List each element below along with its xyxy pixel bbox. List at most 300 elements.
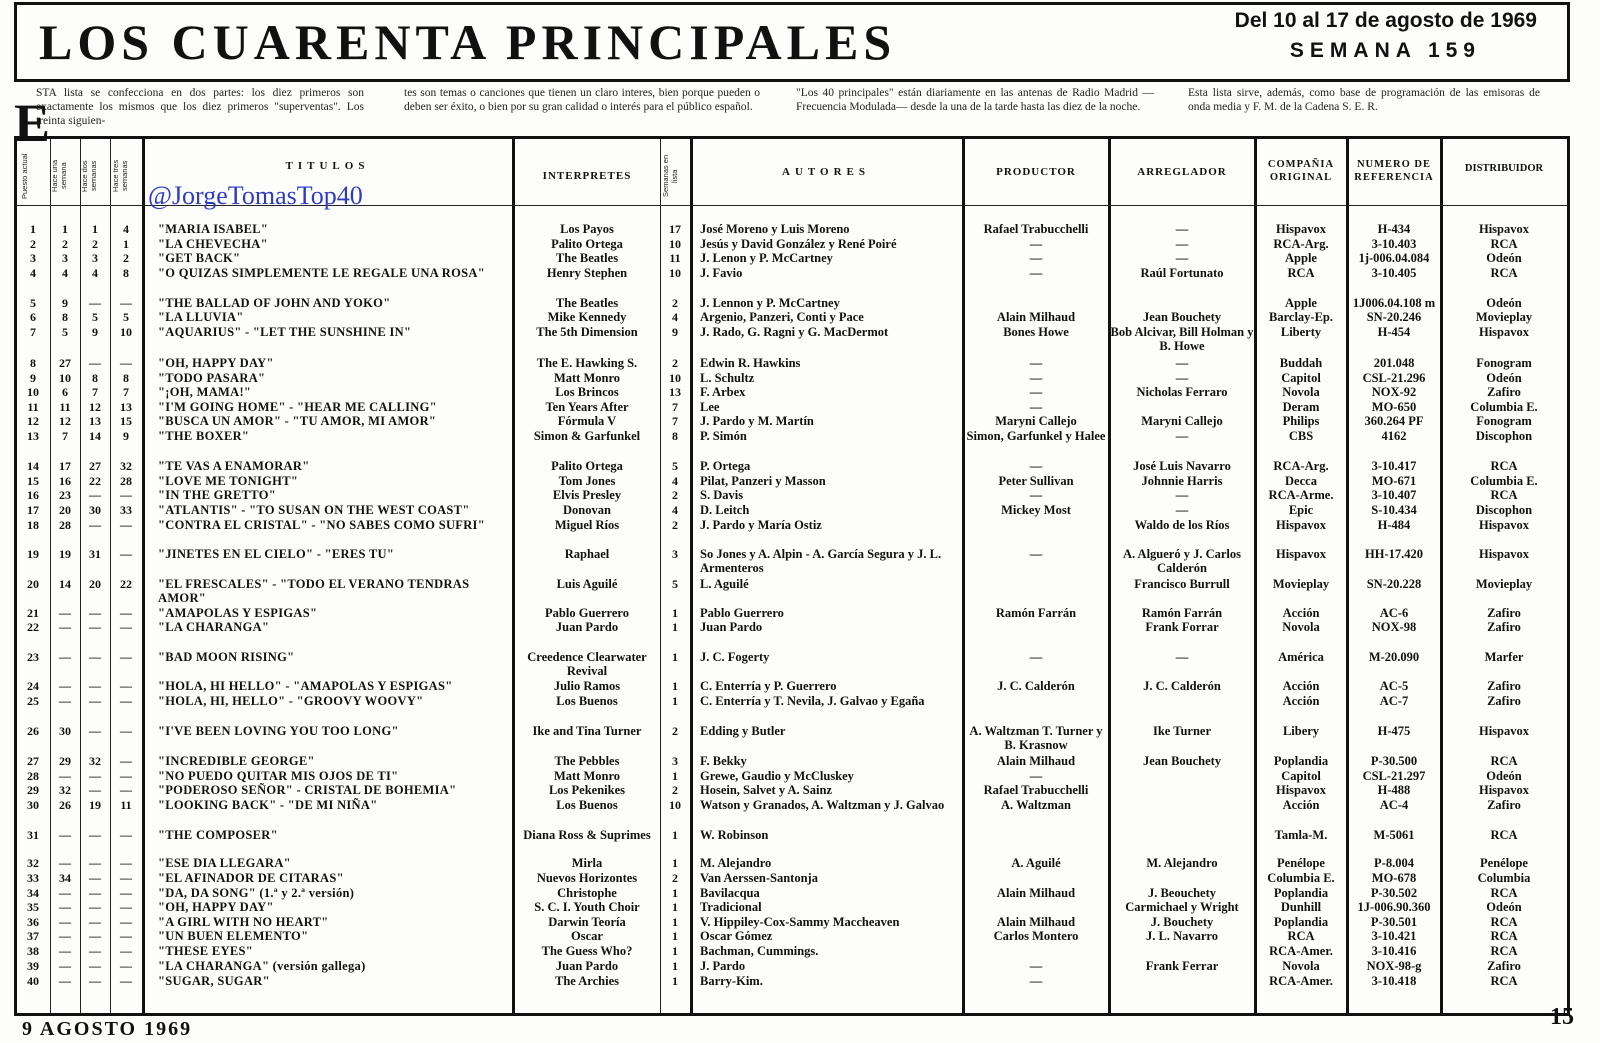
rank-two-weeks-ago: 20 — [89, 577, 101, 591]
original-label: Poplandia — [1273, 754, 1329, 768]
rank-current: 28 — [27, 769, 39, 783]
catalog-number: CSL-21.297 — [1362, 769, 1426, 783]
performer: Christophe — [557, 886, 617, 900]
song-title: "ATLANTIS" - "TO SUSAN ON THE WEST COAST" — [158, 503, 470, 517]
arranger: J. Beouchety — [1147, 886, 1217, 900]
rank-three-weeks-ago: — — [120, 547, 132, 561]
intro-paragraph-3: "Los 40 principales" están diariamente en las antenas de Radio Madrid —Frecuencia Modulada— desde la una de la tarde hasta las diez de la noche. — [796, 87, 1154, 113]
producer: Rafael Trabucchelli — [983, 783, 1089, 797]
intro-paragraph-4: Esta lista sirve, además, como base de programación de las emisoras de onda media y F. M. de la Cadena S. E. R. — [1188, 87, 1540, 113]
rank-three-weeks-ago: — — [120, 488, 132, 502]
rank-two-weeks-ago: 3 — [92, 251, 98, 265]
catalog-number: H-434 — [1377, 222, 1411, 236]
authors: J. Lenon y P. McCartney — [700, 251, 833, 265]
performer: Creedence Clearwater Revival — [527, 650, 647, 678]
arranger: J. C. Calderón — [1143, 679, 1221, 693]
rank-one-week-ago: 30 — [59, 724, 71, 738]
authors: Argenio, Panzeri, Conti y Pace — [700, 310, 864, 324]
col-header-distribuidor: DISTRIBUIDOR — [1464, 163, 1544, 174]
rank-two-weeks-ago: — — [89, 944, 101, 958]
rank-two-weeks-ago: — — [89, 856, 101, 870]
catalog-number: P-30.502 — [1370, 886, 1418, 900]
producer: Ramón Farrán — [995, 606, 1077, 620]
producer: — — [1029, 400, 1043, 414]
rank-current: 1 — [30, 222, 36, 236]
song-title: "A GIRL WITH NO HEART" — [158, 915, 329, 929]
rank-three-weeks-ago: — — [120, 783, 132, 797]
rank-two-weeks-ago: 13 — [89, 414, 101, 428]
producer: — — [1029, 356, 1043, 370]
rank-one-week-ago: 7 — [62, 429, 68, 443]
authors: J. Pardo y M. Martín — [700, 414, 814, 428]
rank-current: 37 — [27, 929, 39, 943]
rank-current: 27 — [27, 754, 39, 768]
weeks-on-chart: 17 — [669, 222, 681, 236]
page-header — [14, 2, 1570, 82]
weeks-on-chart: 2 — [672, 724, 678, 738]
arranger: — — [1175, 222, 1189, 236]
original-label: RCA — [1287, 929, 1315, 943]
performer: The Guess Who? — [541, 944, 633, 958]
distributor: Hispavox — [1478, 783, 1529, 797]
performer: Oscar — [571, 929, 603, 943]
arranger: — — [1175, 251, 1189, 265]
performer: Henry Stephen — [546, 266, 628, 280]
weeks-on-chart: 1 — [672, 944, 678, 958]
col-header-compania: COMPAÑIA ORIGINAL — [1267, 159, 1335, 183]
authors: Barry-Kim. — [700, 974, 763, 988]
distributor: RCA — [1490, 915, 1518, 929]
rank-current: 2 — [30, 237, 36, 251]
original-label: Hispavox — [1275, 783, 1326, 797]
catalog-number: AC-7 — [1379, 694, 1409, 708]
weeks-on-chart: 1 — [672, 900, 678, 914]
distributor: RCA — [1490, 886, 1518, 900]
weeks-on-chart: 7 — [672, 414, 678, 428]
rank-three-weeks-ago: — — [120, 606, 132, 620]
rank-three-weeks-ago: 1 — [123, 237, 129, 251]
arranger: Johnnie Harris — [1141, 474, 1223, 488]
rank-three-weeks-ago: 10 — [120, 325, 132, 339]
arranger: — — [1175, 503, 1189, 517]
song-title: "LOOKING BACK" - "DE MI NIÑA" — [158, 798, 378, 812]
catalog-number: H-475 — [1377, 724, 1411, 738]
rank-one-week-ago: 19 — [59, 547, 71, 561]
producer: A. Waltzman — [1001, 798, 1071, 812]
rank-one-week-ago: 14 — [59, 577, 71, 591]
original-label: Hispavox — [1275, 547, 1326, 561]
arranger: J. L. Navarro — [1146, 929, 1218, 943]
performer: Simon & Garfunkel — [533, 429, 641, 443]
weeks-on-chart: 4 — [672, 503, 678, 517]
song-title: "GET BACK" — [158, 251, 241, 265]
performer: The Beatles — [555, 251, 619, 265]
rank-three-weeks-ago: — — [120, 724, 132, 738]
catalog-number: M-20.090 — [1368, 650, 1420, 664]
rank-one-week-ago: 6 — [62, 385, 68, 399]
authors: Juan Pardo — [700, 620, 763, 634]
rank-current: 15 — [27, 474, 39, 488]
catalog-number: 1J006.04.108 m — [1352, 296, 1436, 310]
song-title: "¡OH, MAMA!" — [158, 385, 252, 399]
weeks-on-chart: 8 — [672, 429, 678, 443]
rank-two-weeks-ago: — — [89, 679, 101, 693]
distributor: Hispavox — [1478, 518, 1529, 532]
rank-current: 6 — [30, 310, 36, 324]
authors: Bachman, Cummings. — [700, 944, 819, 958]
authors: F. Bekky — [700, 754, 747, 768]
rank-two-weeks-ago: — — [89, 828, 101, 842]
distributor: Discophon — [1475, 503, 1533, 517]
rank-two-weeks-ago: 7 — [92, 385, 98, 399]
distributor: Zafiro — [1487, 959, 1521, 973]
distributor: Fonogram — [1476, 414, 1532, 428]
original-label: Movieplay — [1272, 577, 1330, 591]
rank-two-weeks-ago: — — [89, 959, 101, 973]
rank-two-weeks-ago: 31 — [89, 547, 101, 561]
distributor: Zafiro — [1487, 385, 1521, 399]
rank-three-weeks-ago: — — [120, 296, 132, 310]
rank-two-weeks-ago: — — [89, 518, 101, 532]
rank-current: 39 — [27, 959, 39, 973]
catalog-number: MO-678 — [1371, 871, 1417, 885]
rank-two-weeks-ago: 2 — [92, 237, 98, 251]
rank-current: 29 — [27, 783, 39, 797]
distributor: RCA — [1490, 828, 1518, 842]
song-title: "OH, HAPPY DAY" — [158, 356, 274, 370]
rank-current: 14 — [27, 459, 39, 473]
rank-three-weeks-ago: 13 — [120, 400, 132, 414]
song-title: "EL AFINADOR DE CITARAS" — [158, 871, 344, 885]
catalog-number: AC-4 — [1379, 798, 1409, 812]
distributor: RCA — [1490, 237, 1518, 251]
weeks-on-chart: 2 — [672, 783, 678, 797]
original-label: Acción — [1282, 694, 1320, 708]
rank-three-weeks-ago: — — [120, 518, 132, 532]
arranger: Ike Turner — [1152, 724, 1211, 738]
rank-three-weeks-ago: 32 — [120, 459, 132, 473]
original-label: RCA-Amer. — [1269, 974, 1333, 988]
catalog-number: NOX-92 — [1371, 385, 1417, 399]
original-label: Acción — [1282, 679, 1320, 693]
original-label: Philips — [1282, 414, 1320, 428]
performer: Ten Years After — [545, 400, 629, 414]
distributor: Hispavox — [1478, 724, 1529, 738]
weeks-on-chart: 2 — [672, 871, 678, 885]
weeks-on-chart: 1 — [672, 679, 678, 693]
rank-one-week-ago: — — [59, 929, 71, 943]
producer: A. Waltzman T. Turner y B. Krasnow — [969, 724, 1103, 752]
rank-two-weeks-ago: — — [89, 620, 101, 634]
authors: Jesús y David González y René Poiré — [700, 237, 897, 251]
producer: — — [1029, 547, 1043, 561]
authors: L. Aguilé — [700, 577, 749, 591]
arranger: Jean Bouchety — [1142, 310, 1222, 324]
arranger: Nicholas Ferraro — [1136, 385, 1228, 399]
arranger: Francisco Burrull — [1134, 577, 1230, 591]
rank-two-weeks-ago: — — [89, 296, 101, 310]
catalog-number: 3-10.418 — [1371, 974, 1417, 988]
performer: Julio Ramos — [553, 679, 621, 693]
distributor: Zafiro — [1487, 620, 1521, 634]
rank-three-weeks-ago: — — [120, 886, 132, 900]
performer: Los Payos — [560, 222, 614, 236]
catalog-number: CSL-21.296 — [1362, 371, 1426, 385]
song-title: "O QUIZAS SIMPLEMENTE LE REGALE UNA ROSA" — [158, 266, 485, 280]
rank-current: 20 — [27, 577, 39, 591]
song-title: "JINETES EN EL CIELO" - "ERES TU" — [158, 547, 395, 561]
authors: J. Pardo — [700, 959, 746, 973]
rank-two-weeks-ago: — — [89, 356, 101, 370]
weeks-on-chart: 4 — [672, 474, 678, 488]
rank-one-week-ago: 34 — [59, 871, 71, 885]
col-header-autores: AUTORES — [782, 166, 870, 178]
distributor: Columbia E. — [1470, 400, 1538, 414]
arranger: Frank Forrar — [1145, 620, 1219, 634]
authors: Bavilacqua — [700, 886, 760, 900]
rank-two-weeks-ago: — — [89, 915, 101, 929]
arranger: Frank Ferrar — [1145, 959, 1219, 973]
weeks-on-chart: 1 — [672, 606, 678, 620]
weeks-on-chart: 13 — [669, 385, 681, 399]
weeks-on-chart: 1 — [672, 650, 678, 664]
rank-one-week-ago: 2 — [62, 237, 68, 251]
rank-one-week-ago: 1 — [62, 222, 68, 236]
producer: — — [1029, 251, 1043, 265]
distributor: Odeón — [1486, 251, 1522, 265]
rank-current: 13 — [27, 429, 39, 443]
authors: P. Ortega — [700, 459, 751, 473]
catalog-number: 1j-006.04.084 — [1358, 251, 1430, 265]
producer: Alain Milhaud — [996, 310, 1076, 324]
weeks-on-chart: 1 — [672, 620, 678, 634]
authors: Edwin R. Hawkins — [700, 356, 801, 370]
drop-cap: E — [14, 93, 51, 153]
col-header-productor: PRODUCTOR — [996, 166, 1076, 178]
weeks-on-chart: 10 — [669, 237, 681, 251]
rank-two-weeks-ago: 5 — [92, 310, 98, 324]
authors: Watson y Granados, A. Waltzman y J. Galvao — [700, 798, 945, 812]
rank-one-week-ago: 4 — [62, 266, 68, 280]
rank-one-week-ago: — — [59, 769, 71, 783]
rank-current: 36 — [27, 915, 39, 929]
original-label: Libery — [1282, 724, 1320, 738]
rank-three-weeks-ago: 8 — [123, 266, 129, 280]
performer: Mike Kennedy — [547, 310, 627, 324]
catalog-number: H-488 — [1377, 783, 1411, 797]
weeks-on-chart: 1 — [672, 915, 678, 929]
rank-current: 8 — [30, 356, 36, 370]
distributor: RCA — [1490, 459, 1518, 473]
producer: — — [1029, 650, 1043, 664]
performer: Diana Ross & Suprimes — [523, 828, 651, 842]
rank-two-weeks-ago: — — [89, 900, 101, 914]
original-label: Deram — [1282, 400, 1320, 414]
original-label: RCA-Arg. — [1273, 237, 1329, 251]
weeks-on-chart: 5 — [672, 459, 678, 473]
original-label: América — [1278, 650, 1324, 664]
page-title: LOS CUARENTA PRINCIPALES — [39, 14, 897, 70]
rank-current: 22 — [27, 620, 39, 634]
weeks-on-chart: 1 — [672, 974, 678, 988]
rank-one-week-ago: — — [59, 650, 71, 664]
original-label: RCA-Arme. — [1268, 488, 1334, 502]
arranger: — — [1175, 356, 1189, 370]
authors: Pilat, Panzeri y Masson — [700, 474, 826, 488]
catalog-number: NOX-98 — [1371, 620, 1417, 634]
producer: Rafael Trabucchelli — [983, 222, 1089, 236]
weeks-on-chart: 1 — [672, 828, 678, 842]
rank-one-week-ago: — — [59, 828, 71, 842]
rank-current: 18 — [27, 518, 39, 532]
original-label: Novola — [1282, 959, 1320, 973]
performer: Pablo Guerrero — [545, 606, 629, 620]
rank-one-week-ago: — — [59, 974, 71, 988]
weeks-on-chart: 2 — [672, 488, 678, 502]
rank-two-weeks-ago: — — [89, 871, 101, 885]
rank-current: 5 — [30, 296, 36, 310]
performer: Palito Ortega — [551, 459, 623, 473]
distributor: Discophon — [1475, 429, 1533, 443]
song-title: "THESE EYES" — [158, 944, 253, 958]
col-header-interpretes: INTERPRETES — [542, 170, 632, 182]
arranger: — — [1175, 237, 1189, 251]
song-title: "IN THE GRETTO" — [158, 488, 276, 502]
arranger: J. Bouchety — [1150, 915, 1214, 929]
distributor: RCA — [1490, 974, 1518, 988]
col-header-titulos: TITULOS — [285, 160, 370, 172]
watermark: @JorgeTomasTop40 — [148, 181, 363, 210]
column-divider — [110, 139, 111, 1013]
rank-current: 26 — [27, 724, 39, 738]
original-label: Hispavox — [1275, 222, 1326, 236]
rank-one-week-ago: 28 — [59, 518, 71, 532]
distributor: Columbia — [1477, 871, 1531, 885]
weeks-on-chart: 9 — [672, 325, 678, 339]
catalog-number: P-8.004 — [1374, 856, 1414, 870]
distributor: RCA — [1490, 754, 1518, 768]
producer: Alain Milhaud — [996, 754, 1076, 768]
song-title: "AQUARIUS" - "LET THE SUNSHINE IN" — [158, 325, 412, 339]
column-divider — [50, 139, 51, 1013]
authors: So Jones y A. Alpin - A. García Segura y J. L. Armenteros — [700, 547, 942, 575]
rank-one-week-ago: — — [59, 606, 71, 620]
rank-three-weeks-ago: — — [120, 356, 132, 370]
song-title: "THE BOXER" — [158, 429, 250, 443]
catalog-number: S-10.434 — [1371, 503, 1417, 517]
rank-two-weeks-ago: 8 — [92, 371, 98, 385]
producer: Mickey Most — [1001, 503, 1071, 517]
rank-current: 40 — [27, 974, 39, 988]
rank-two-weeks-ago: 32 — [89, 754, 101, 768]
rank-one-week-ago: 9 — [62, 296, 68, 310]
rank-two-weeks-ago: — — [89, 650, 101, 664]
arranger: Raúl Fortunato — [1140, 266, 1224, 280]
original-label: Columbia E. — [1267, 871, 1335, 885]
song-title: "TE VAS A ENAMORAR" — [158, 459, 310, 473]
catalog-number: H-484 — [1377, 518, 1411, 532]
song-title: "DA, DA SONG" (1.ª y 2.ª versión) — [158, 886, 355, 900]
authors: P. Simón — [700, 429, 747, 443]
rank-one-week-ago: 16 — [59, 474, 71, 488]
producer: Peter Sullivan — [998, 474, 1074, 488]
song-title: "NO PUEDO QUITAR MIS OJOS DE TI" — [158, 769, 399, 783]
intro-paragraph-2: tes son temas o canciones que tienen un claro interes, bien porque pueden o deben ser éxito, o bien por su gran calidad o interés para el público español. — [404, 87, 760, 113]
original-label: RCA — [1287, 266, 1315, 280]
song-title: "ESE DIA LLEGARA" — [158, 856, 291, 870]
performer: Tom Jones — [558, 474, 616, 488]
song-title: "AMAPOLAS Y ESPIGAS" — [158, 606, 318, 620]
rank-one-week-ago: — — [59, 679, 71, 693]
catalog-number: 3-10.417 — [1371, 459, 1417, 473]
footer-date: 9 AGOSTO 1969 — [22, 1018, 193, 1040]
arranger: Waldo de los Ríos — [1134, 518, 1230, 532]
authors: V. Hippiley-Cox-Sammy Maccheaven — [700, 915, 900, 929]
song-title: "I'VE BEEN LOVING YOU TOO LONG" — [158, 724, 399, 738]
performer: The Beatles — [555, 296, 619, 310]
producer: — — [1029, 769, 1043, 783]
column-divider — [690, 139, 693, 1013]
rank-current: 4 — [30, 266, 36, 280]
authors: Lee — [700, 400, 720, 414]
arranger: — — [1175, 488, 1189, 502]
original-label: Liberty — [1280, 325, 1322, 339]
rank-three-weeks-ago: — — [120, 828, 132, 842]
song-title: "THE BALLAD OF JOHN AND YOKO" — [158, 296, 391, 310]
catalog-number: NOX-98-g — [1366, 959, 1422, 973]
rank-current: 16 — [27, 488, 39, 502]
producer: Alain Milhaud — [996, 915, 1076, 929]
distributor: Marfer — [1484, 650, 1524, 664]
weeks-on-chart: 2 — [672, 296, 678, 310]
authors: Hosein, Salvet y A. Sainz — [700, 783, 832, 797]
performer: Darwin Teoría — [548, 915, 626, 929]
authors: C. Enterría y T. Nevila, J. Galvao y Egaña — [700, 694, 925, 708]
rank-two-weeks-ago: 30 — [89, 503, 101, 517]
song-title: "TODO PASARA" — [158, 371, 266, 385]
rank-three-weeks-ago: — — [120, 650, 132, 664]
distributor: Hispavox — [1478, 325, 1529, 339]
rank-three-weeks-ago: — — [120, 679, 132, 693]
performer: Los Buenos — [556, 694, 618, 708]
rank-current: 31 — [27, 828, 39, 842]
rank-current: 35 — [27, 900, 39, 914]
authors: Grewe, Gaudio y McCluskey — [700, 769, 854, 783]
arranger: — — [1175, 650, 1189, 664]
rank-one-week-ago: — — [59, 856, 71, 870]
authors: J. C. Fogerty — [700, 650, 770, 664]
performer: Donovan — [563, 503, 611, 517]
original-label: Buddah — [1279, 356, 1323, 370]
distributor: Odeón — [1486, 769, 1522, 783]
authors: M. Alejandro — [700, 856, 772, 870]
producer: A. Aguilé — [1011, 856, 1061, 870]
col-header-semanas: Semanas en lista — [661, 154, 679, 198]
original-label: Novola — [1282, 385, 1320, 399]
weeks-on-chart: 1 — [672, 856, 678, 870]
rank-three-weeks-ago: — — [120, 871, 132, 885]
date-range: Del 10 al 17 de agosto de 1969 — [1234, 9, 1537, 32]
weeks-on-chart: 10 — [669, 798, 681, 812]
producer: Carlos Montero — [993, 929, 1079, 943]
rank-three-weeks-ago: — — [120, 915, 132, 929]
rank-three-weeks-ago: — — [120, 620, 132, 634]
rank-one-week-ago: — — [59, 900, 71, 914]
authors: J. Lennon y P. McCartney — [700, 296, 840, 310]
rank-three-weeks-ago: 5 — [123, 310, 129, 324]
rank-three-weeks-ago: 22 — [120, 577, 132, 591]
rank-three-weeks-ago: 4 — [123, 222, 129, 236]
